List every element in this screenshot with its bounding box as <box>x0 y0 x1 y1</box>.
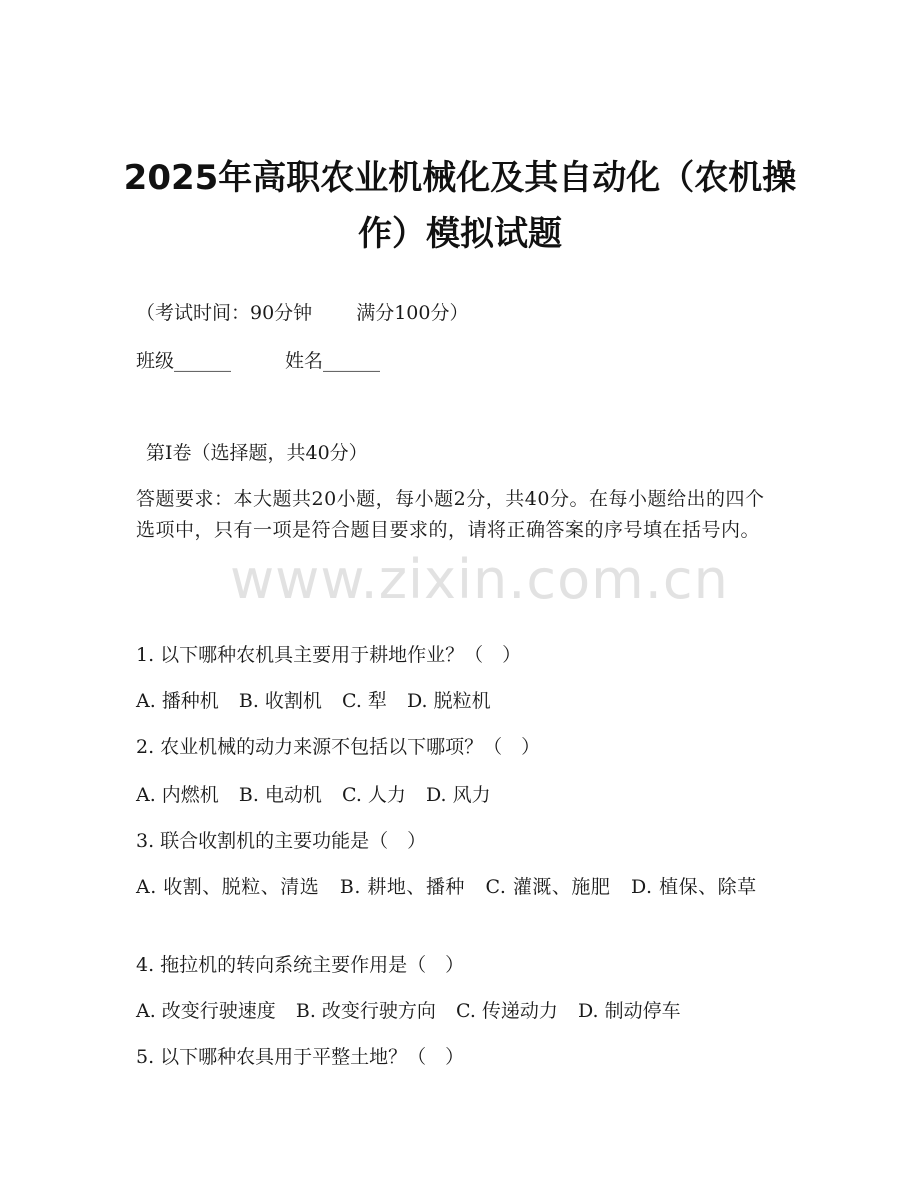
option-c: C. 人力 <box>341 784 406 806</box>
name-field-label: 姓名______ <box>285 350 381 372</box>
option-b: B. 改变行驶方向 <box>295 1000 436 1022</box>
question-options <box>136 996 786 1027</box>
page-title: 2025年高职农业机械化及其自动化（农机操作）模拟试题 <box>123 158 797 254</box>
exam-info <box>136 298 786 329</box>
option-b: B. 耕地、播种 <box>339 876 465 898</box>
option-d: D. 制动停车 <box>577 1000 681 1022</box>
question-stem: 5. 以下哪种农具用于平整土地？（ ） <box>136 1046 465 1068</box>
question-options <box>136 872 786 903</box>
section-instructions: 答题要求：本大题共20小题，每小题2分，共40分。在每小题给出的四个选项中，只有一项是符合题目要求的，请将正确答案的序号填在括号内。 <box>136 488 765 541</box>
option-b: B. 收割机 <box>238 690 322 712</box>
section-heading: 第I卷（选择题，共40分） <box>146 442 368 464</box>
question-stem: 4. 拖拉机的转向系统主要作用是（ ） <box>136 954 465 976</box>
question-stem: 3. 联合收割机的主要功能是（ ） <box>136 830 427 852</box>
option-c: C. 灌溉、施肥 <box>485 876 611 898</box>
exam-score: 满分100分） <box>356 302 469 324</box>
option-a: A. 收割、脱粒、清选 <box>136 876 320 898</box>
option-b: B. 电动机 <box>238 784 322 806</box>
option-c: C. 传递动力 <box>455 1000 558 1022</box>
option-a: A. 内燃机 <box>136 784 219 806</box>
option-d: D. 植保、除草 <box>630 876 757 898</box>
student-info <box>136 346 786 377</box>
option-c: C. 犁 <box>341 690 387 712</box>
exam-time: （考试时间：90分钟 <box>136 302 313 324</box>
question-stem: 2. 农业机械的动力来源不包括以下哪项？（ ） <box>136 736 541 758</box>
class-field-label: 班级______ <box>136 350 232 372</box>
option-d: D. 脱粒机 <box>406 690 491 712</box>
question-options <box>136 780 786 811</box>
watermark: www.zixin.com.cn <box>230 548 729 611</box>
option-a: A. 改变行驶速度 <box>136 1000 276 1022</box>
question-options <box>136 686 786 717</box>
option-d: D. 风力 <box>425 784 491 806</box>
question-stem: 1. 以下哪种农机具主要用于耕地作业？（ ） <box>136 644 522 666</box>
option-a: A. 播种机 <box>136 690 219 712</box>
